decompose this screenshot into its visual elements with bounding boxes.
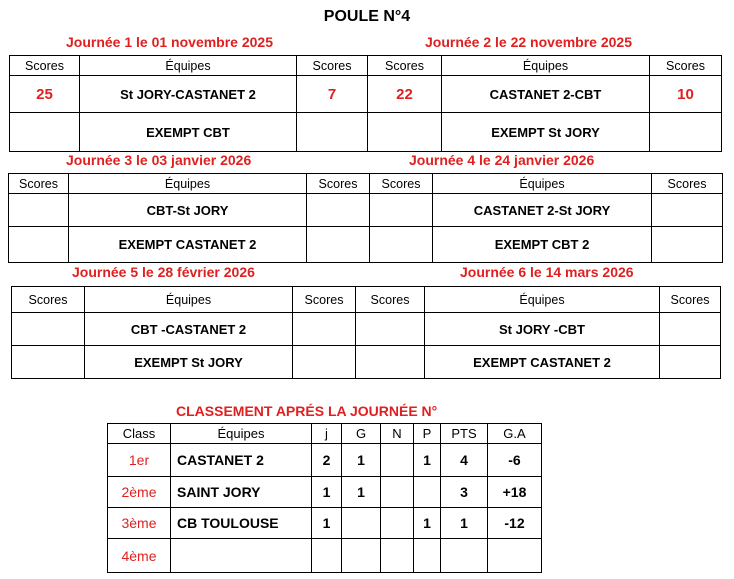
score-cell bbox=[307, 227, 370, 263]
played-cell: 1 bbox=[312, 508, 342, 539]
match-teams: CBT -CASTANET 2 bbox=[85, 313, 293, 346]
score-cell bbox=[652, 194, 723, 227]
won-cell: 1 bbox=[342, 477, 381, 508]
scores-header: Scores bbox=[368, 56, 442, 76]
team-name: CASTANET 2 bbox=[171, 444, 312, 477]
match-teams: CASTANET 2-St JORY bbox=[433, 194, 652, 227]
match-teams: St JORY-CASTANET 2 bbox=[80, 76, 297, 113]
col-header-class: Class bbox=[108, 424, 171, 444]
round-4-table bbox=[369, 173, 723, 263]
col-header-pts: PTS bbox=[441, 424, 488, 444]
goal-average-cell: +18 bbox=[488, 477, 542, 508]
teams-header: Équipes bbox=[85, 287, 293, 313]
round-6-heading: Journée 6 le 14 mars 2026 bbox=[460, 264, 634, 280]
score-cell bbox=[297, 113, 368, 152]
points-cell: 4 bbox=[441, 444, 488, 477]
won-cell bbox=[342, 508, 381, 539]
points-cell: 3 bbox=[441, 477, 488, 508]
score-cell bbox=[660, 313, 721, 346]
standings-row bbox=[108, 539, 542, 573]
scores-header: Scores bbox=[12, 287, 85, 313]
round-1-table bbox=[9, 55, 368, 152]
played-cell bbox=[312, 539, 342, 573]
scores-header: Scores bbox=[356, 287, 425, 313]
round-4-heading: Journée 4 le 24 janvier 2026 bbox=[409, 152, 595, 168]
standings-row bbox=[108, 508, 542, 539]
team-name bbox=[171, 539, 312, 573]
score-cell bbox=[9, 227, 69, 263]
scores-header: Scores bbox=[307, 174, 370, 194]
match-teams: St JORY -CBT bbox=[425, 313, 660, 346]
scores-header: Scores bbox=[9, 174, 69, 194]
score-cell bbox=[650, 113, 722, 152]
score-cell bbox=[10, 113, 80, 152]
rank-cell: 4ème bbox=[108, 539, 171, 573]
round-5-table bbox=[11, 286, 356, 379]
team-name: SAINT JORY bbox=[171, 477, 312, 508]
round-3-heading: Journée 3 le 03 janvier 2026 bbox=[66, 152, 252, 168]
draw-cell bbox=[381, 539, 414, 573]
round-5-heading: Journée 5 le 28 février 2026 bbox=[72, 264, 255, 280]
points-cell: 1 bbox=[441, 508, 488, 539]
scores-header: Scores bbox=[293, 287, 356, 313]
teams-header: Équipes bbox=[80, 56, 297, 76]
match-teams: CASTANET 2-CBT bbox=[442, 76, 650, 113]
team-name: CB TOULOUSE bbox=[171, 508, 312, 539]
col-header-j: j bbox=[312, 424, 342, 444]
won-cell: 1 bbox=[342, 444, 381, 477]
score-cell bbox=[356, 313, 425, 346]
col-header-g: G bbox=[342, 424, 381, 444]
score-cell bbox=[660, 346, 721, 379]
match-teams: EXEMPT CASTANET 2 bbox=[69, 227, 307, 263]
match-teams: EXEMPT St JORY bbox=[442, 113, 650, 152]
score-cell: 7 bbox=[297, 76, 368, 113]
teams-header: Équipes bbox=[433, 174, 652, 194]
lost-cell: 1 bbox=[414, 444, 441, 477]
draw-cell bbox=[381, 444, 414, 477]
score-cell bbox=[370, 227, 433, 263]
match-teams: CBT-St JORY bbox=[69, 194, 307, 227]
round-3-table bbox=[8, 173, 370, 263]
scores-header: Scores bbox=[370, 174, 433, 194]
score-cell bbox=[12, 346, 85, 379]
col-header-n: N bbox=[381, 424, 414, 444]
goal-average-cell: -12 bbox=[488, 508, 542, 539]
rank-cell: 3ème bbox=[108, 508, 171, 539]
standings-row bbox=[108, 444, 542, 477]
score-cell bbox=[652, 227, 723, 263]
page-title: POULE N°4 bbox=[323, 8, 411, 25]
standings-title: CLASSEMENT APRÉS LA JOURNÉE N° bbox=[176, 403, 438, 419]
goal-average-cell: -6 bbox=[488, 444, 542, 477]
teams-header: Équipes bbox=[442, 56, 650, 76]
score-cell bbox=[9, 194, 69, 227]
scores-header: Scores bbox=[650, 56, 722, 76]
match-teams: EXEMPT CASTANET 2 bbox=[425, 346, 660, 379]
scores-header: Scores bbox=[297, 56, 368, 76]
match-teams: EXEMPT St JORY bbox=[85, 346, 293, 379]
score-cell: 22 bbox=[368, 76, 442, 113]
round-2-heading: Journée 2 le 22 novembre 2025 bbox=[425, 34, 632, 50]
standings-row bbox=[108, 477, 542, 508]
round-1-heading: Journée 1 le 01 novembre 2025 bbox=[66, 34, 273, 50]
score-cell bbox=[293, 313, 356, 346]
lost-cell bbox=[414, 539, 441, 573]
score-cell bbox=[12, 313, 85, 346]
lost-cell bbox=[414, 477, 441, 508]
scores-header: Scores bbox=[660, 287, 721, 313]
scores-header: Scores bbox=[10, 56, 80, 76]
col-header-ga: G.A bbox=[488, 424, 542, 444]
won-cell bbox=[342, 539, 381, 573]
score-cell bbox=[368, 113, 442, 152]
teams-header: Équipes bbox=[425, 287, 660, 313]
col-header-p: P bbox=[414, 424, 441, 444]
match-teams: EXEMPT CBT bbox=[80, 113, 297, 152]
col-header-teams: Équipes bbox=[171, 424, 312, 444]
played-cell: 2 bbox=[312, 444, 342, 477]
lost-cell: 1 bbox=[414, 508, 441, 539]
draw-cell bbox=[381, 508, 414, 539]
played-cell: 1 bbox=[312, 477, 342, 508]
match-teams: EXEMPT CBT 2 bbox=[433, 227, 652, 263]
score-cell bbox=[370, 194, 433, 227]
draw-cell bbox=[381, 477, 414, 508]
scores-header: Scores bbox=[652, 174, 723, 194]
score-cell bbox=[293, 346, 356, 379]
teams-header: Équipes bbox=[69, 174, 307, 194]
score-cell bbox=[356, 346, 425, 379]
rank-cell: 1er bbox=[108, 444, 171, 477]
round-6-table bbox=[355, 286, 721, 379]
standings-table bbox=[107, 423, 542, 573]
score-cell: 10 bbox=[650, 76, 722, 113]
score-cell bbox=[307, 194, 370, 227]
rank-cell: 2ème bbox=[108, 477, 171, 508]
round-2-table bbox=[367, 55, 722, 152]
score-cell: 25 bbox=[10, 76, 80, 113]
goal-average-cell bbox=[488, 539, 542, 573]
points-cell bbox=[441, 539, 488, 573]
